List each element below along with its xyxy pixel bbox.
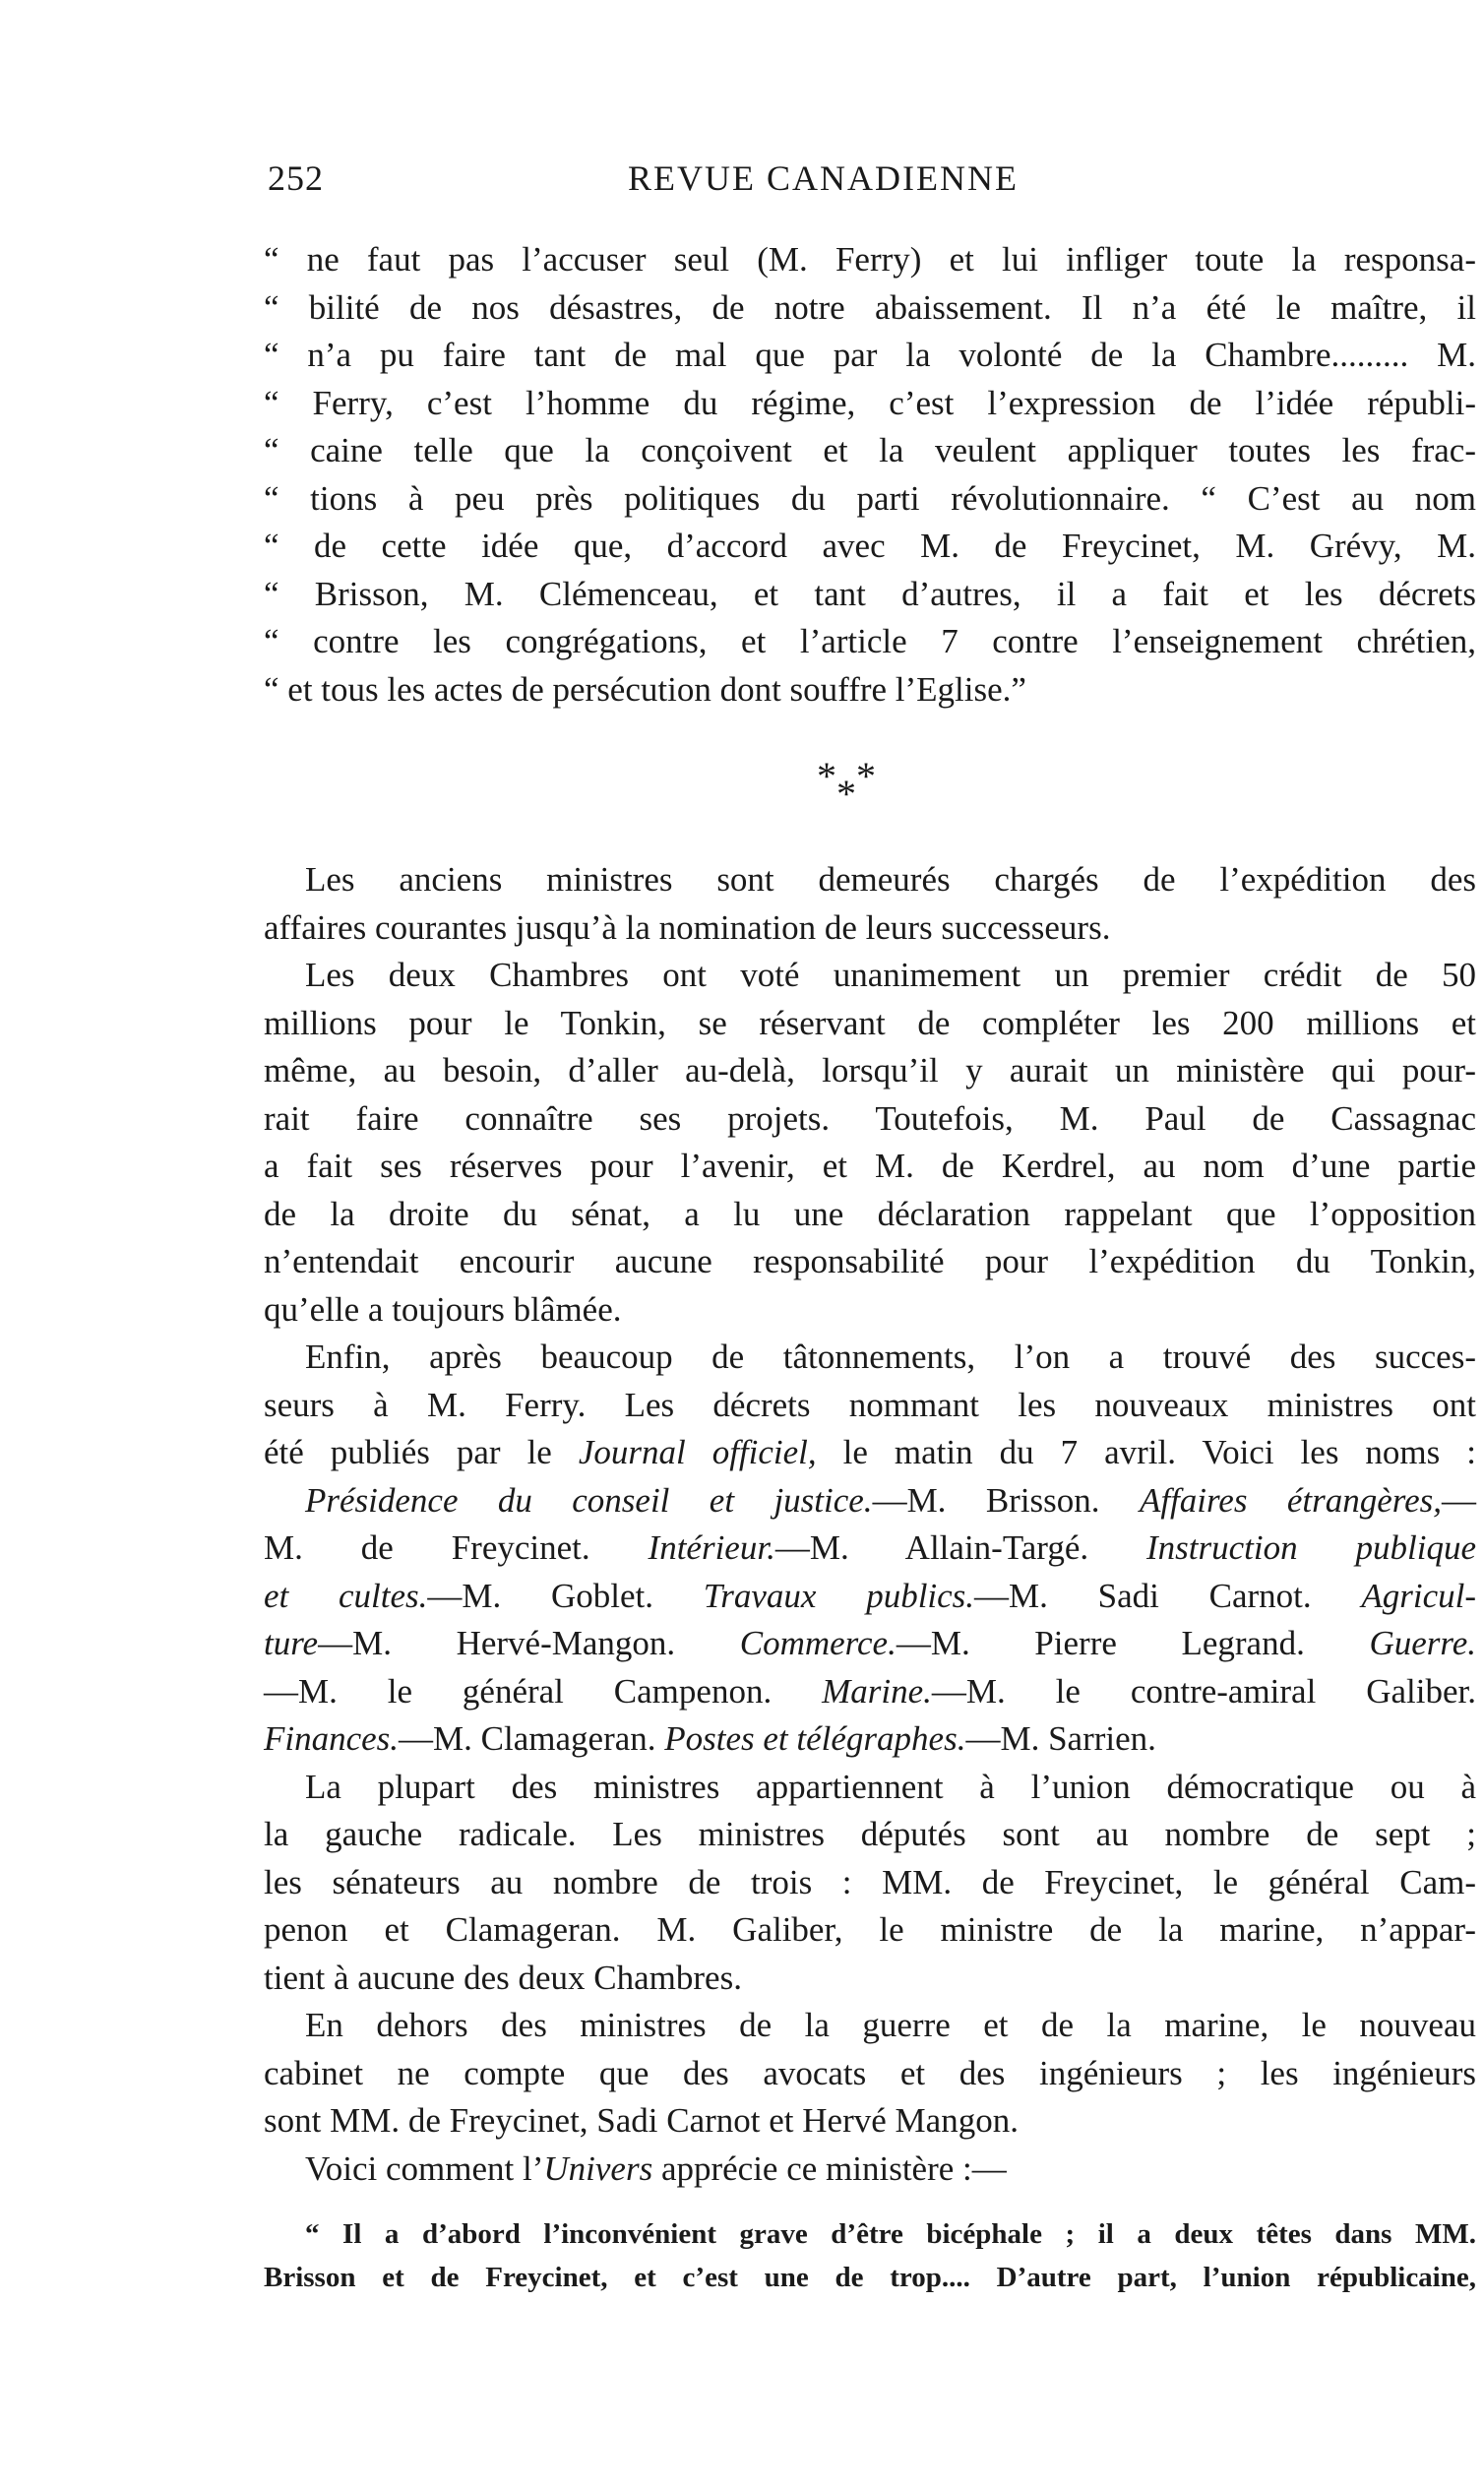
- text-line: a fait ses réserves pour l’avenir, et M. de Kerdrel, au nom d’une partie: [264, 1147, 1476, 1185]
- quote-block: [264, 236, 1476, 714]
- text-line: [264, 1573, 1476, 1621]
- text-line: sont MM. de Freycinet, Sadi Carnot et Hervé Mangon.: [264, 2101, 1019, 2140]
- running-title: REVUE CANADIENNE: [628, 158, 1019, 198]
- journal-title: Journal officiel,: [578, 1433, 817, 1471]
- text-line: [264, 1715, 1476, 1764]
- newspaper-title: Univers: [543, 2148, 653, 2188]
- minister-name: —M. Goblet.: [427, 1576, 704, 1615]
- paragraph-3: [264, 1334, 1476, 1477]
- text-line: [264, 1620, 1476, 1668]
- minister-name: —M. Clamageran.: [399, 1719, 665, 1758]
- text-line: [264, 1668, 1476, 1716]
- body-text: [264, 236, 1476, 2193]
- text-line: La plupart des ministres appartiennent à l’union démocratique ou à: [305, 1767, 1476, 1806]
- minister-name: —M. Pierre Legrand.: [896, 1624, 1370, 1662]
- quote-line: “ bilité de nos désastres, de notre abaissement. Il n’a été le maître, il: [264, 287, 1476, 327]
- text-run: été publiés par le: [264, 1433, 579, 1471]
- text-line: n’entendait encourir aucune responsabilité pour l’expédition du Tonkin,: [264, 1242, 1476, 1280]
- asterism-divider: [817, 753, 896, 832]
- paragraph-7: [264, 2146, 1476, 2194]
- asterisk: *: [836, 772, 856, 816]
- minister-name: —M. Hervé-Mangon.: [318, 1624, 740, 1662]
- text-line: [264, 1429, 1476, 1477]
- quote-line: “ ne faut pas l’accuser seul (M. Ferry) et lui infliger toute la responsa-: [264, 240, 1476, 279]
- text-line: [264, 1525, 1476, 1573]
- minister-name: —M. le contre-amiral Galiber.: [931, 1671, 1476, 1711]
- text-line: même, au besoin, d’aller au-delà, lorsqu’il y aurait un ministère qui pour-: [264, 1051, 1476, 1089]
- footnote-line: “ Il a d’abord l’inconvénient grave d’être bicéphale ; il a deux têtes dans MM.: [305, 2218, 1476, 2250]
- quote-line: “ tions à peu près politiques du parti révolutionnaire. “ C’est au nom: [264, 478, 1476, 518]
- text-line: la gauche radicale. Les ministres députés sont au nombre de sept ;: [264, 1815, 1476, 1853]
- paragraph-ministers: [264, 1477, 1476, 1764]
- paragraph-6: [264, 2002, 1476, 2146]
- minister-name: —M. Brisson.: [872, 1480, 1140, 1520]
- minister-name: —M. Sadi Carnot.: [974, 1576, 1362, 1615]
- ministry-name: Instruction publique: [1146, 1528, 1477, 1567]
- ministry-name: Finances.: [264, 1719, 400, 1758]
- text-run: Voici comment l’: [305, 2148, 544, 2188]
- ministry-name: Présidence du conseil et justice.: [305, 1480, 873, 1520]
- text-line: millions pour le Tonkin, se réservant de compléter les 200 millions et: [264, 1003, 1476, 1042]
- text-line: les sénateurs au nombre de trois : MM. de Freycinet, le général Cam-: [264, 1862, 1476, 1901]
- ministry-name: Affaires étrangères,: [1139, 1480, 1442, 1520]
- ministry-name: Marine.: [822, 1671, 932, 1711]
- text-line: rait faire connaître ses projets. Toutefois, M. Paul de Cassagnac: [264, 1098, 1476, 1138]
- ministry-name: Intérieur.: [648, 1528, 775, 1567]
- text-run: —: [1442, 1480, 1476, 1520]
- text-line: seurs à M. Ferry. Les décrets nommant les nouveaux ministres ont: [264, 1385, 1476, 1424]
- minister-name: —M. Allain-Targé.: [774, 1528, 1147, 1567]
- quote-line: “ Ferry, c’est l’homme du régime, c’est l’expression de l’idée républi-: [264, 383, 1476, 422]
- ministry-name: et cultes.: [264, 1576, 428, 1615]
- text-line: En dehors des ministres de la guerre et de la marine, le nouveau: [305, 2006, 1476, 2044]
- asterisk: *: [856, 754, 876, 798]
- text-run: apprécie ce ministère :—: [652, 2148, 1007, 2188]
- ministry-name: Commerce.: [739, 1624, 897, 1662]
- page-header: [264, 157, 1476, 207]
- ministry-name: Agricul-: [1361, 1576, 1476, 1615]
- text-run: le matin du 7 avril. Voici les noms :: [816, 1433, 1476, 1471]
- paragraph-1: [264, 856, 1476, 952]
- quote-line: “ n’a pu faire tant de mal que par la volonté de la Chambre......... M.: [264, 336, 1476, 374]
- text-line: [264, 1477, 1476, 1525]
- minister-name: —M. le général Campenon.: [264, 1671, 823, 1711]
- quote-line: “ Brisson, M. Clémenceau, et tant d’autres, il a fait et les décrets: [264, 574, 1476, 613]
- text-line: penon et Clamageran. M. Galiber, le ministre de la marine, n’appar-: [264, 1910, 1476, 1949]
- page-number: 252: [268, 158, 324, 198]
- text-line: tient à aucune des deux Chambres.: [264, 1958, 742, 1997]
- ministry-name: Guerre.: [1369, 1624, 1476, 1662]
- text-line: Les anciens ministres sont demeurés chargés de l’expédition des: [305, 860, 1476, 899]
- quote-line: “ contre les congrégations, et l’article 7 contre l’enseignement chrétien,: [264, 622, 1476, 660]
- asterisk: *: [817, 754, 836, 798]
- text-line: qu’elle a toujours blâmée.: [264, 1289, 622, 1329]
- paragraph-2: [264, 952, 1476, 1334]
- footnote-quote: [264, 2212, 1476, 2299]
- paragraph-5: [264, 1764, 1476, 2003]
- text-line: Enfin, après beaucoup de tâtonnements, l’on a trouvé des succes-: [305, 1338, 1476, 1376]
- ministry-name: ture: [264, 1624, 319, 1662]
- quote-line: “ caine telle que la conçoivent et la veulent appliquer toutes les frac-: [264, 431, 1476, 469]
- quote-line: “ de cette idée que, d’accord avec M. de Freycinet, M. Grévy, M.: [264, 527, 1476, 565]
- text-line: Les deux Chambres ont voté unanimement un premier crédit de 50: [305, 956, 1476, 994]
- minister-name: M. de Freycinet.: [264, 1528, 649, 1567]
- ministry-name: Travaux publics.: [703, 1576, 975, 1615]
- text-line: de la droite du sénat, a lu une déclaration rappelant que l’opposition: [264, 1194, 1476, 1233]
- minister-name: —M. Sarrien.: [965, 1719, 1156, 1758]
- text-line: cabinet ne compte que des avocats et des ingénieurs ; les ingénieurs: [264, 2053, 1476, 2092]
- footnote-line: Brisson et de Freycinet, et c’est une de trop.... D’autre part, l’union républicaine,: [264, 2262, 1476, 2293]
- text-line: [264, 2146, 1476, 2194]
- text-line: affaires courantes jusqu’à la nomination de leurs successeurs.: [264, 907, 1111, 947]
- ministry-name: Postes et télégraphes.: [664, 1719, 966, 1758]
- quote-line: “ et tous les actes de persécution dont souffre l’Eglise.”: [264, 669, 1026, 709]
